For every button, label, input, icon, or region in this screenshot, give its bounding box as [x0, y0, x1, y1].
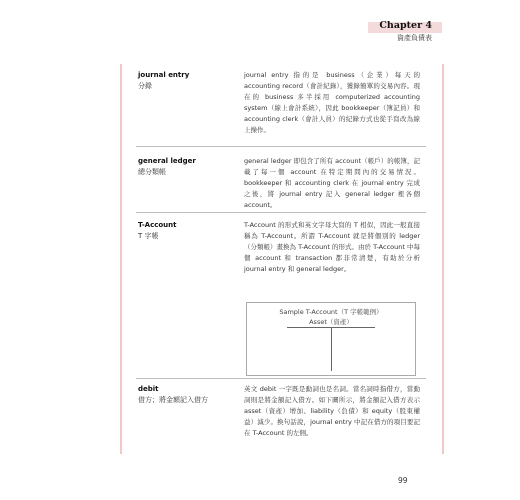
divider — [136, 212, 426, 213]
term-description: T-Account 的形式和英文字母大寫的 T 相似，因此一般直接稱為 T-Account。所謂 T-Account 就是將個別的 ledger（分類帳）畫換為 T-Account 的形式。由於 T-Account 中每個 account 和 transaction 都非常清楚，有助於分析 journal entry 和 general ledger。 — [244, 221, 420, 273]
term-english: T-Account — [138, 221, 177, 229]
term-chinese: 借方；將金額記入借方 — [138, 396, 208, 404]
term-debit — [138, 384, 228, 406]
term-chinese: 總分類帳 — [138, 168, 166, 176]
term-t-account — [138, 220, 228, 242]
page-number: 99 — [398, 476, 408, 485]
term-description: general ledger 即包含了所有 account（帳戶）的帳簿，記載了每一個 account 在特定期間內的交易情況。bookkeeper 和 accounting clerk 在 journal entry 完成之後，將 journal entry 記入 general ledger 裡各個 account。 — [244, 157, 420, 209]
term-english: debit — [138, 385, 159, 393]
divider — [136, 378, 426, 379]
term-general-ledger — [138, 156, 228, 178]
chapter-title: Chapter 4 — [379, 20, 432, 31]
t-account-title: Sample T-Account（T 字帳範例） — [279, 308, 383, 316]
term-description: journal entry 指的是 business（企業）每天的 accounting record（會計紀錄），獲錄簡單的交易內容。現在的 business 多半採用 computerized accounting system（線上會計系統），因此 bookkeeper（簿記員）和 accounting clerk（會計人員）的紀錄方式也從手寫改為線上操作。 — [244, 71, 420, 134]
term-english: general ledger — [138, 157, 196, 165]
divider — [136, 146, 426, 147]
chapter-subtitle: 資產負債表 — [397, 34, 432, 42]
term-english: journal entry — [138, 71, 190, 79]
t-account-subtitle: Asset（資產） — [309, 318, 353, 326]
t-account-diagram — [246, 302, 416, 376]
term-chinese: 分錄 — [138, 82, 152, 90]
glossary-panel — [120, 64, 444, 454]
term-description: 英文 debit 一字既是動詞也是名詞。當名詞時指借方，當動詞則是將金額記入借方。如下圖所示，將金額記入借方表示 asset（資產）增加、liability（負債）和 equity（股東權益）減少。換句話說，journal entry 中記在借方的項目要記在 T-Account 的左側。 — [244, 385, 420, 437]
term-journal-entry — [138, 70, 228, 92]
t-account-stem-line — [331, 327, 332, 371]
term-chinese: T 字帳 — [138, 232, 159, 240]
